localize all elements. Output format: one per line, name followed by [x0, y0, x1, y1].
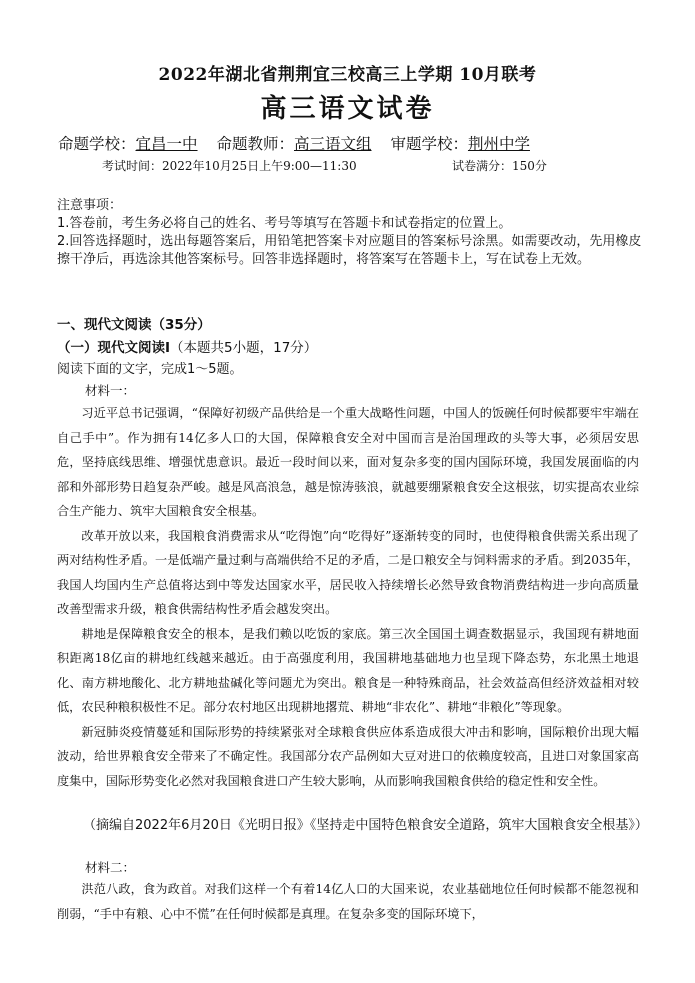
setter-school: 宜昌一中 — [135, 135, 198, 153]
paragraph: 习近平总书记强调，“保障好初级产品供给是一个重大战略性问题，中国人的饭碗任何时候都要牢牢端在自己手中”。作为拥有14亿多人口的大国，保障粮食安全对中国而言是治国理政的头等大事，必须居安思危，坚持底线思维、增强忧患意识。最近一段时间以来，面对复杂多变的国内国际环境，我国发展面临的内部和外部形势日趋复杂严峻。越是风高浪急，越是惊涛骇浪，就越要绷紧粮食安全这根弦，切实提高农业综合生产能力、筑牢大国粮食安全根基。 — [57, 406, 639, 518]
notice-block — [57, 197, 642, 269]
setter-school-label: 命题学校： — [58, 135, 136, 153]
material2-body — [57, 877, 639, 926]
notice-item: 2.回答选择题时，选出每题答案后，用铅笔把答案卡对应题目的答案标号涂黑。如需要改动，先用橡皮擦干净后，再选涂其他答案标号。回答非选择题时，将答案写在答题卡上，写在试卷上无效。 — [57, 234, 642, 267]
notice-heading: 注意事项： — [57, 198, 123, 213]
material2-label: 材料二： — [85, 860, 136, 875]
reviewer-school: 荆州中学 — [467, 135, 530, 153]
material1-source: （摘编自2022年6月20日《光明日报》《坚持走中国特色粮食安全道路，筑牢大国粮食安全根基》） — [83, 818, 648, 833]
exam-time: 考试时间：2022年10月25日上午9:00—11:30 — [102, 159, 357, 173]
paragraph: 新冠肺炎疫情蔓延和国际形势的持续紧张对全球粮食供应体系造成很大冲击和影响，国际粮价出现大幅波动，给世界粮食安全带来了不确定性。我国部分农产品例如大豆对进口的依赖度较高，且进口对象国家高度集中，国际形势变化必然对我国粮食进口产生较大影响，从而影响我国粮食供给的稳定性和安全性。 — [57, 724, 639, 788]
paragraph: 改革开放以来，我国粮食消费需求从“吃得饱”向“吃得好”逐渐转变的同时，也使得粮食供需关系出现了两对结构性矛盾。一是低端产量过剩与高端供给不足的矛盾，二是口粮安全与饲料需求的矛盾。到2035年，我国人均国内生产总值将达到中等发达国家水平，居民收入持续增长必然导致食物消费结构进一步向高质量改善型需求升级，粮食供需结构性矛盾会越发突出。 — [57, 528, 639, 616]
section-title: 一、现代文阅读（35分） — [57, 317, 211, 333]
reviewer-school-label: 审题学校： — [390, 135, 468, 153]
material1-label: 材料一： — [85, 383, 136, 398]
exam-time-row — [102, 157, 547, 174]
subsection-title — [57, 336, 317, 356]
reading-instruction: 阅读下面的文字，完成1～5题。 — [57, 362, 243, 377]
paragraph: 耕地是保障粮食安全的根本，是我们赖以吃饭的家底。第三次全国国土调查数据显示，我国现有耕地面积距离18亿亩的耕地红线越来越近。由于高强度利用，我国耕地基础地力也呈现下降态势，东北黑土地退化、南方耕地酸化、北方耕地盐碱化等问题尤为突出。粮食是一种特殊商品，社会效益高但经济效益相对较低，农民种粮积极性不足。部分农村地区出现耕地撂荒、耕地“非农化”、耕地“非粮化”等现象。 — [57, 626, 639, 714]
paper-title: 高三语文试卷 — [260, 94, 435, 124]
notice-item: 1.答卷前，考生务必将自己的姓名、考号等填写在答题卡和试卷指定的位置上。 — [57, 216, 512, 231]
setter-info — [58, 132, 658, 154]
full-score: 试卷满分：150分 — [452, 159, 547, 173]
material1-body — [57, 401, 639, 793]
subsection-title-bold: （一）现代文阅读Ⅰ — [57, 340, 171, 356]
paragraph: 洪范八政，食为政首。对我们这样一个有着14亿人口的大国来说，农业基础地位任何时候都不能忽视和削弱，“手中有粮、心中不慌”在任何时候都是真理。在复杂多变的国际环境下， — [57, 882, 639, 921]
subsection-title-rest: （本题共5小题，17分） — [170, 340, 318, 356]
exam-title: 2022年湖北省荆荆宜三校高三上学期 10月联考 — [158, 65, 537, 85]
setter-teacher-label: 命题教师： — [216, 135, 294, 153]
setter-teacher: 高三语文组 — [293, 135, 372, 153]
